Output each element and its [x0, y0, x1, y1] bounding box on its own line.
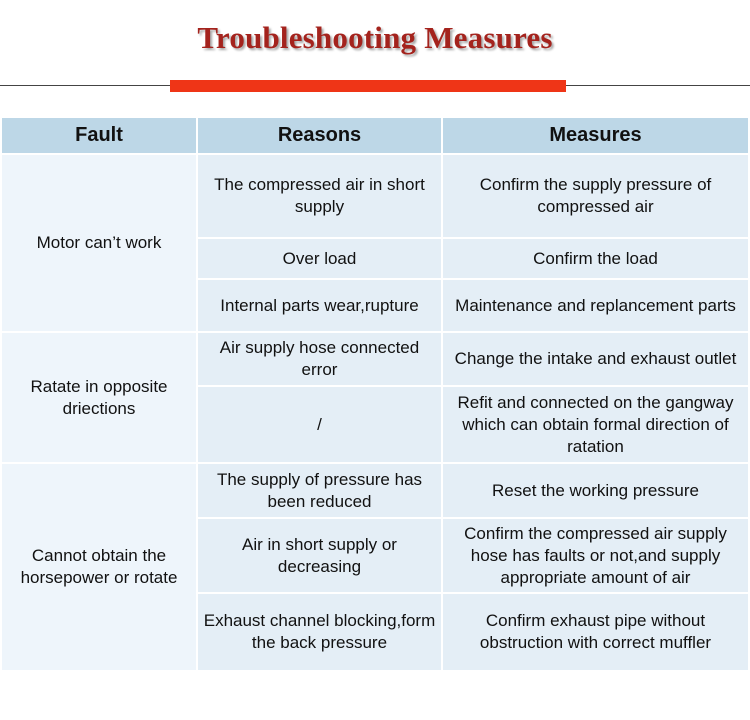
- page-title: Troubleshooting Measures: [197, 20, 553, 55]
- table-row: [2, 464, 748, 517]
- header-reasons: Reasons: [198, 118, 441, 153]
- header-measures: Measures: [443, 118, 748, 153]
- reason-cell: Air supply hose connected error: [198, 333, 441, 385]
- measure-cell: Confirm exhaust pipe without obstruction with correct muffler: [443, 594, 748, 670]
- reason-cell: Air in short supply or decreasing: [198, 519, 441, 592]
- reason-cell: The supply of pressure has been reduced: [198, 464, 441, 517]
- header-fault: Fault: [2, 118, 196, 153]
- fault-cell: Cannot obtain the horsepower or rotate: [2, 464, 196, 670]
- reason-cell: /: [198, 387, 441, 462]
- reason-cell: Exhaust channel blocking,form the back pressure: [198, 594, 441, 670]
- troubleshooting-table: [0, 116, 750, 672]
- table-row: [2, 155, 748, 237]
- measure-cell: Change the intake and exhaust outlet: [443, 333, 748, 385]
- measure-cell: Refit and connected on the gangway which can obtain formal direction of ratation: [443, 387, 748, 462]
- fault-cell: Motor can’t work: [2, 155, 196, 331]
- fault-cell: Ratate in opposite driections: [2, 333, 196, 462]
- title-accent-bar: [170, 80, 566, 92]
- reason-cell: Internal parts wear,rupture: [198, 280, 441, 331]
- reason-cell: The compressed air in short supply: [198, 155, 441, 237]
- measure-cell: Confirm the supply pressure of compressed air: [443, 155, 748, 237]
- table-header-row: [2, 118, 748, 153]
- measure-cell: Reset the working pressure: [443, 464, 748, 517]
- table-row: [2, 333, 748, 385]
- measure-cell: Confirm the compressed air supply hose has faults or not,and supply appropriate amount of air: [443, 519, 748, 592]
- measure-cell: Confirm the load: [443, 239, 748, 278]
- reason-cell: Over load: [198, 239, 441, 278]
- measure-cell: Maintenance and replancement parts: [443, 280, 748, 331]
